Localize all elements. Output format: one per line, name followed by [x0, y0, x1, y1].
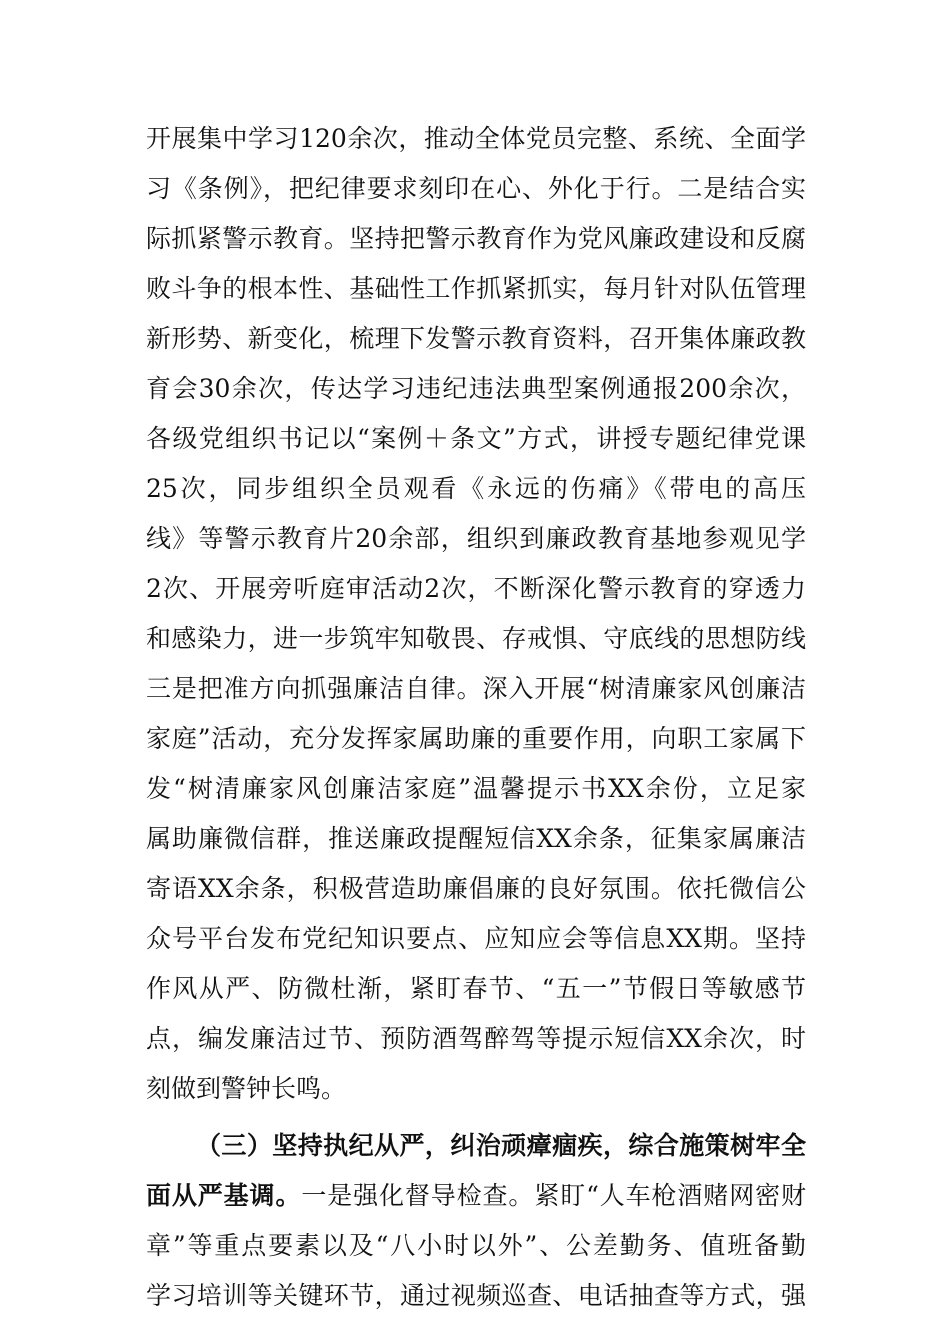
text-line: 学习培训等关键环节，通过视频巡查、电话抽查等方式，强	[146, 1281, 806, 1310]
text-line: 刻做到警钟长鸣。	[146, 1074, 347, 1103]
section-heading: （三）坚持执纪从严，纠治顽瘴痼疾，综合施策树牢全	[196, 1131, 806, 1160]
text-line: 线》等警示教育片20余部，组织到廉政教育基地参观见学	[146, 524, 806, 553]
text-line: 和感染力，进一步筑牢知敬畏、存戒惧、守底线的思想防线	[146, 624, 806, 653]
text-line: 开展集中学习120余次，推动全体党员完整、系统、全面学	[146, 124, 806, 153]
text-line: 点，编发廉洁过节、预防酒驾醉驾等提示短信XX余次，时	[146, 1024, 806, 1053]
text-line: 三是把准方向抓强廉洁自律。深入开展“树清廉家风创廉洁	[146, 674, 806, 703]
text-line: 习《条例》，把纪律要求刻印在心、外化于行。二是结合实	[146, 174, 806, 203]
text-line: 25次，同步组织全员观看《永远的伤痛》《带电的高压	[146, 474, 806, 503]
text-line: 章”等重点要素以及“八小时以外”、公差勤务、值班备勤	[146, 1231, 806, 1260]
section-body-start: 一是强化督导检查。紧盯“人车枪酒赌网密财	[301, 1181, 806, 1210]
text-line: 各级党组织书记以“案例＋条文”方式，讲授专题纪律党课	[146, 424, 806, 453]
section-heading-continuation	[146, 1177, 806, 1215]
text-line: 家庭”活动，充分发挥家属助廉的重要作用，向职工家属下	[146, 724, 806, 753]
text-line: 发“树清廉家风创廉洁家庭”温馨提示书XX余份，立足家	[146, 774, 806, 803]
text-line: 育会30余次，传达学习违纪违法典型案例通报200余次，	[146, 374, 806, 403]
section-heading-tail: 面从严基调。	[146, 1181, 302, 1210]
text-line: 新形势、新变化，梳理下发警示教育资料，召开集体廉政教	[146, 324, 806, 353]
text-line: 属助廉微信群，推送廉政提醒短信XX余条，征集家属廉洁	[146, 824, 806, 853]
text-line: 际抓紧警示教育。坚持把警示教育作为党风廉政建设和反腐	[146, 224, 806, 253]
text-line: 作风从严、防微杜渐，紧盯春节、“五一”节假日等敏感节	[146, 974, 806, 1003]
text-line: 众号平台发布党纪知识要点、应知应会等信息XX期。坚持	[146, 924, 806, 953]
text-line: 败斗争的根本性、基础性工作抓紧抓实，每月针对队伍管理	[146, 274, 806, 303]
text-line: 寄语XX余条，积极营造助廉倡廉的良好氛围。依托微信公	[146, 874, 806, 903]
text-line: 2次、开展旁听庭审活动2次，不断深化警示教育的穿透力	[146, 574, 806, 603]
